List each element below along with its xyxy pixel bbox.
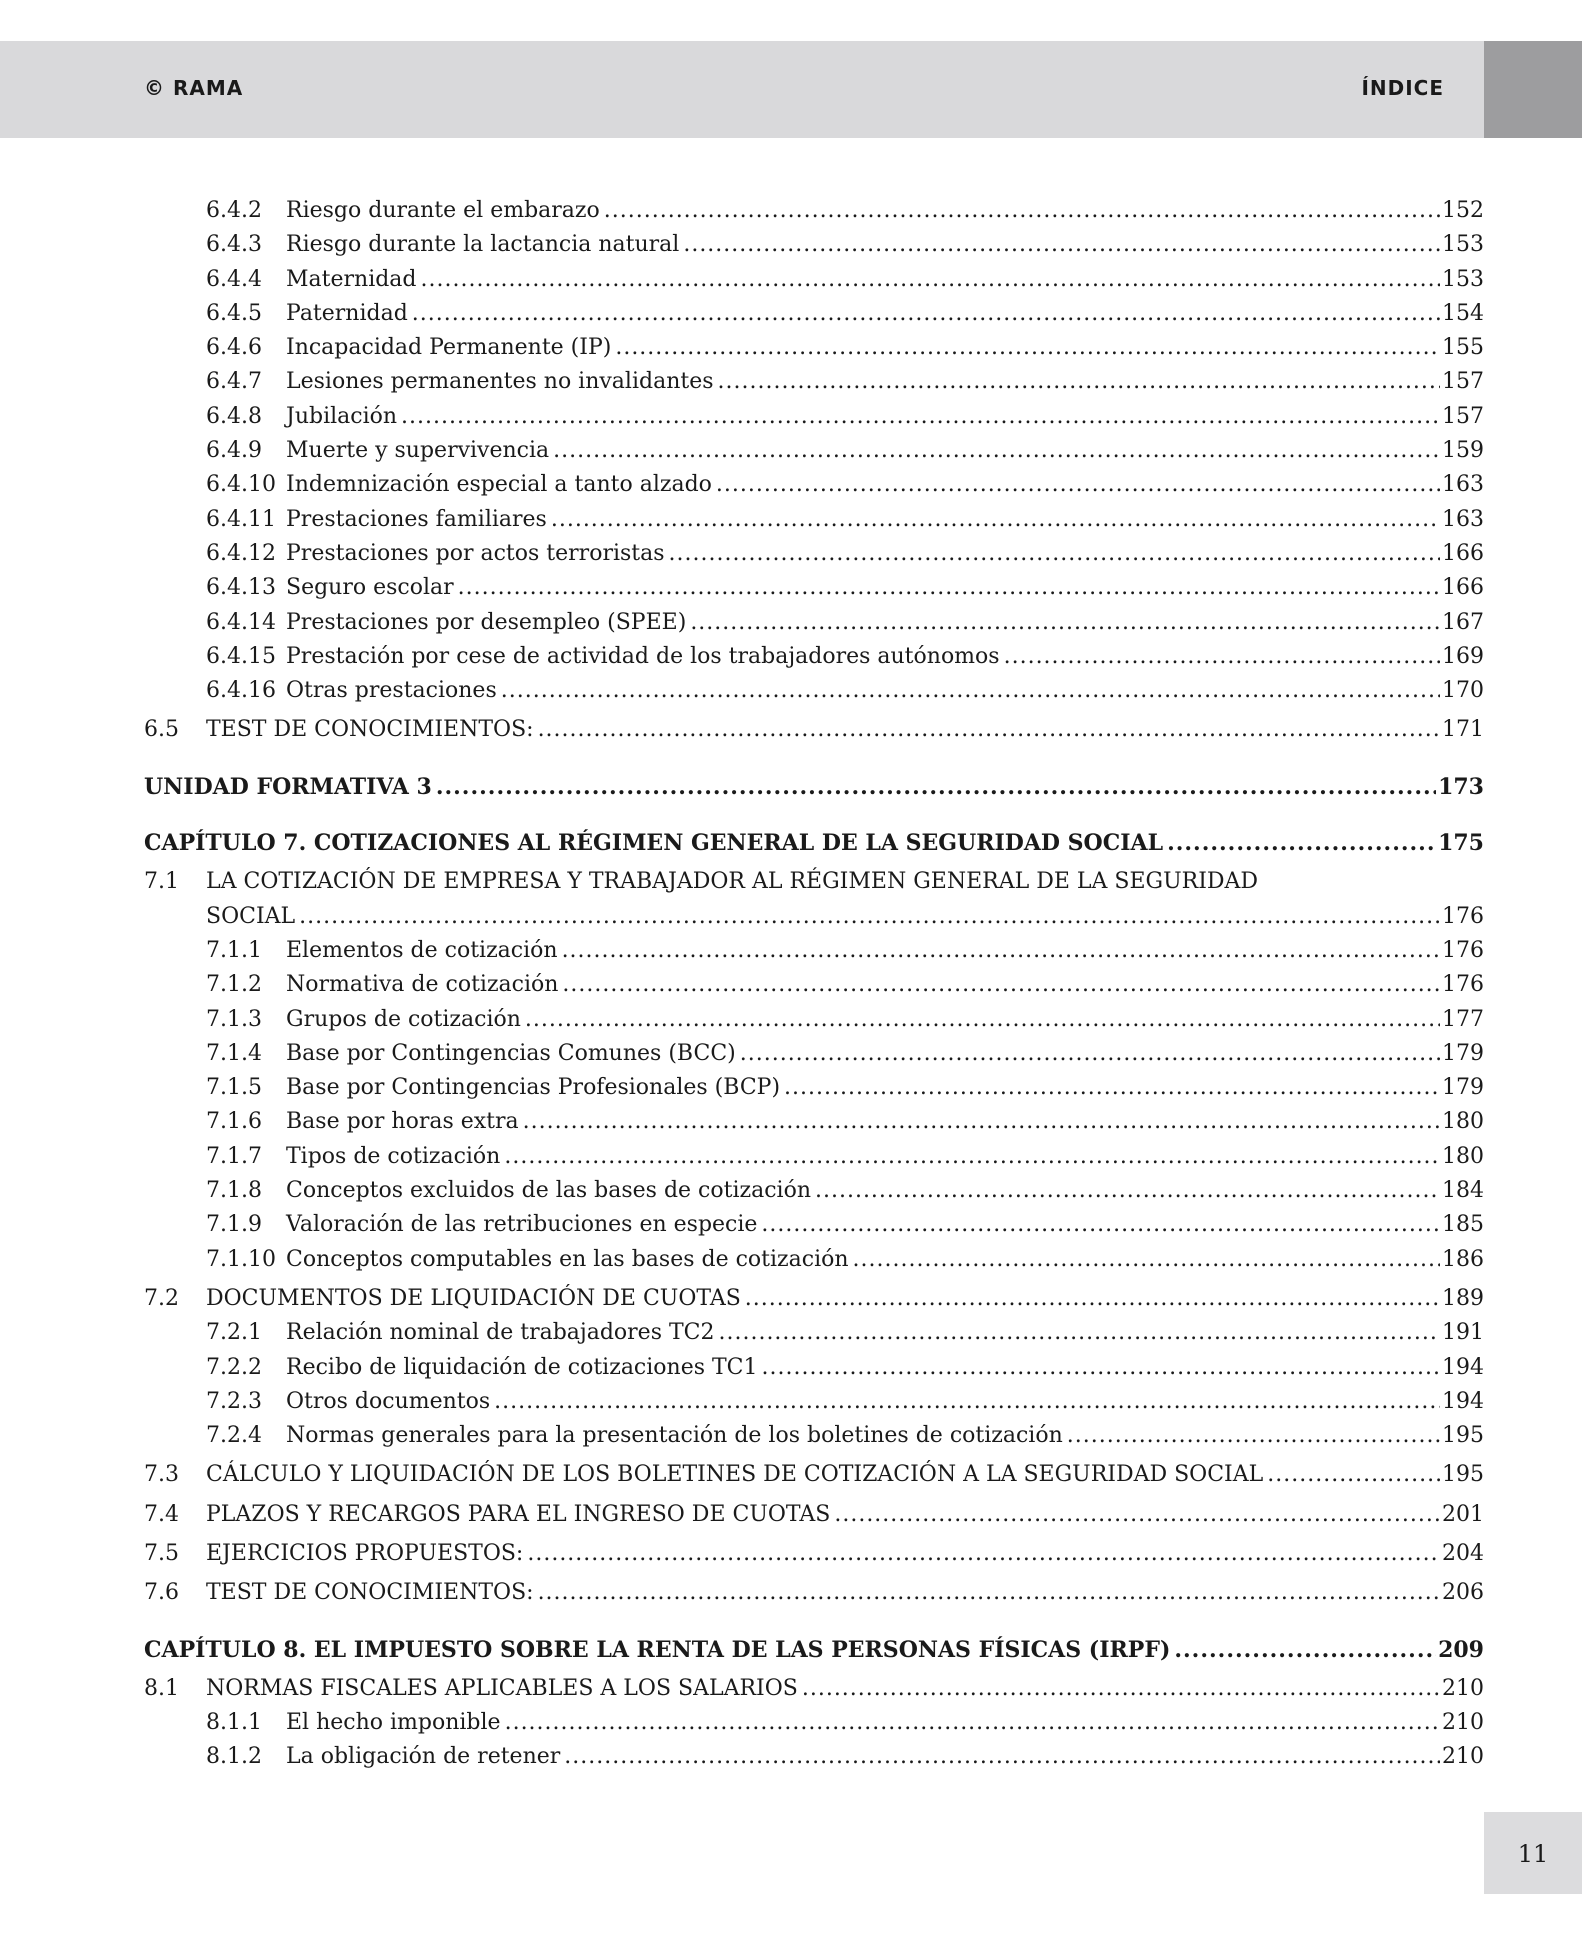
toc-leader (553, 434, 1440, 468)
toc-title: EJERCICIOS PROPUESTOS: (206, 1540, 524, 1566)
toc-entry[interactable] (144, 713, 1484, 747)
toc-page: 170 (1442, 678, 1484, 704)
toc-title: Riesgo durante el embarazo (286, 198, 600, 223)
toc-entry[interactable] (144, 1316, 1484, 1350)
toc-number: 6.5 (144, 717, 179, 743)
toc-title: TEST DE CONOCIMIENTOS: (206, 717, 534, 743)
toc-number: 7.1.1 (206, 937, 262, 963)
toc-number: 6.4.2 (206, 198, 262, 223)
toc-leader (745, 1282, 1440, 1316)
toc-page: 210 (1442, 1675, 1484, 1701)
toc-number: 7.2.4 (206, 1423, 262, 1449)
toc-page: 195 (1442, 1462, 1484, 1488)
toc-entry[interactable] (144, 1498, 1484, 1532)
toc-entry[interactable] (144, 1419, 1484, 1453)
toc-leader (1004, 640, 1440, 674)
toc-page: 166 (1442, 575, 1484, 601)
toc-entry-wrapped[interactable] (144, 865, 1484, 899)
toc-title: TEST DE CONOCIMIENTOS: (206, 1580, 534, 1606)
toc-title: El hecho imponible (286, 1710, 501, 1736)
publisher-label: © RAMA (144, 76, 244, 100)
toc-number: 7.1.8 (206, 1178, 262, 1204)
toc-entry[interactable] (144, 1105, 1484, 1139)
toc-leader (458, 571, 1440, 605)
toc-page: 210 (1442, 1710, 1484, 1736)
toc-entry[interactable] (144, 1174, 1484, 1208)
toc-leader (690, 606, 1440, 640)
toc-page: 173 (1438, 773, 1484, 800)
toc-number: 6.4.12 (206, 540, 276, 566)
toc-title: Tipos de cotización (286, 1143, 501, 1169)
toc-entry[interactable] (144, 606, 1484, 640)
toc-entry[interactable] (144, 640, 1484, 674)
toc-number: 7.3 (144, 1462, 179, 1488)
toc-entry[interactable] (144, 1071, 1484, 1105)
toc-title: Elementos de cotización (286, 937, 558, 963)
toc-page: 154 (1442, 300, 1484, 326)
toc-entry[interactable] (144, 968, 1484, 1002)
toc-number: 7.2 (144, 1285, 179, 1311)
toc-page: 159 (1442, 438, 1484, 464)
toc-title: Prestaciones por desempleo (SPEE) (286, 609, 687, 635)
toc-entry[interactable] (144, 263, 1484, 297)
toc-leader (527, 1537, 1440, 1571)
toc-leader (716, 468, 1440, 502)
toc-leader (505, 1706, 1440, 1740)
toc-number: 6.4.3 (206, 232, 262, 258)
toc-page: 191 (1442, 1320, 1484, 1346)
toc-number: 7.1 (144, 869, 179, 895)
toc-page: 155 (1442, 335, 1484, 361)
toc-entry[interactable] (144, 434, 1484, 468)
toc-entry[interactable] (144, 468, 1484, 502)
toc-entry[interactable] (144, 1243, 1484, 1277)
toc-leader (504, 1140, 1440, 1174)
toc-number: 7.1.3 (206, 1006, 262, 1032)
toc-entry[interactable] (144, 228, 1484, 262)
toc-leader (669, 537, 1440, 571)
toc-title: Conceptos excluidos de las bases de cotización (286, 1178, 811, 1204)
toc-number: 8.1 (144, 1675, 179, 1701)
toc-leader (562, 968, 1440, 1002)
toc-entry[interactable] (144, 1037, 1484, 1071)
toc-entry[interactable] (144, 503, 1484, 537)
toc-title: Grupos de cotización (286, 1006, 521, 1032)
toc-title: CAPÍTULO 7. COTIZACIONES AL RÉGIMEN GENERAL DE LA SEGURIDAD SOCIAL (144, 830, 1164, 857)
toc-entry[interactable] (144, 1672, 1484, 1706)
toc-leader (538, 713, 1440, 747)
section-title: ÍNDICE (1361, 76, 1444, 100)
toc-entry[interactable] (144, 194, 1484, 228)
toc-page: 152 (1442, 198, 1484, 223)
toc-title: Riesgo durante la lactancia natural (286, 232, 680, 258)
toc-leader (538, 1576, 1440, 1610)
toc-leader (401, 400, 1440, 434)
toc-number: 6.4.7 (206, 369, 262, 395)
toc-number: 7.4 (144, 1501, 179, 1527)
toc-page: 176 (1442, 972, 1484, 998)
toc-leader (299, 900, 1440, 934)
toc-title: Conceptos computables en las bases de cotización (286, 1246, 849, 1272)
toc-page: 171 (1442, 717, 1484, 743)
toc-leader (802, 1672, 1440, 1706)
toc-number: 7.1.6 (206, 1109, 262, 1135)
toc-page: 157 (1442, 369, 1484, 395)
toc-page: 195 (1442, 1423, 1484, 1449)
toc-entry[interactable] (144, 365, 1484, 399)
toc-number: 7.5 (144, 1540, 179, 1566)
toc-page: 175 (1438, 830, 1484, 857)
toc-page: 189 (1442, 1285, 1484, 1311)
toc-entry[interactable] (144, 934, 1484, 968)
toc-chapter-heading[interactable] (144, 1633, 1484, 1667)
toc-number: 6.4.11 (206, 506, 276, 532)
toc-number: 7.1.4 (206, 1040, 262, 1066)
toc-page: 194 (1442, 1354, 1484, 1380)
toc-title: Recibo de liquidación de cotizaciones TC1 (286, 1354, 758, 1380)
toc-leader (562, 934, 1440, 968)
toc-leader (551, 503, 1440, 537)
toc-number: 6.4.16 (206, 678, 276, 704)
toc-number: 6.4.6 (206, 335, 262, 361)
toc-entry[interactable] (144, 1208, 1484, 1242)
toc-leader (784, 1071, 1440, 1105)
toc-entry[interactable] (144, 331, 1484, 365)
toc-page: 169 (1442, 643, 1484, 669)
toc-number: 7.1.10 (206, 1246, 276, 1272)
toc-leader (604, 194, 1440, 228)
toc-leader (1174, 1633, 1436, 1667)
toc-page: 201 (1442, 1501, 1484, 1527)
toc-leader (1167, 826, 1436, 860)
toc-page: 176 (1442, 937, 1484, 963)
toc-number: 8.1.1 (206, 1710, 262, 1736)
toc-leader (718, 1316, 1440, 1350)
toc-number: 7.2.1 (206, 1320, 262, 1346)
toc-entry[interactable] (144, 1351, 1484, 1385)
toc-number: 7.6 (144, 1580, 179, 1606)
toc-leader (740, 1037, 1440, 1071)
toc-leader (1267, 1458, 1440, 1492)
toc-entry[interactable] (144, 537, 1484, 571)
toc-title: Base por Contingencias Profesionales (BCP) (286, 1075, 781, 1101)
toc-page: 206 (1442, 1580, 1484, 1606)
toc-page: 179 (1442, 1040, 1484, 1066)
toc-page: 153 (1442, 232, 1484, 258)
toc-leader (853, 1243, 1440, 1277)
toc-page: 185 (1442, 1212, 1484, 1238)
toc-page: 184 (1442, 1178, 1484, 1204)
toc-page: 163 (1442, 506, 1484, 532)
toc-title: CAPÍTULO 8. EL IMPUESTO SOBRE LA RENTA DE LAS PERSONAS FÍSICAS (IRPF) (144, 1636, 1171, 1663)
toc-leader (1067, 1419, 1440, 1453)
toc-entry[interactable] (144, 1282, 1484, 1316)
toc-entry[interactable] (144, 1706, 1484, 1740)
toc-page: 210 (1442, 1744, 1484, 1770)
toc-chapter-heading[interactable] (144, 826, 1484, 860)
toc-number: 6.4.5 (206, 300, 262, 326)
toc-page: 153 (1442, 266, 1484, 292)
toc-title: Muerte y supervivencia (286, 438, 550, 464)
toc-title: Otros documentos (286, 1388, 491, 1414)
toc-leader (683, 228, 1440, 262)
toc-entry[interactable] (144, 1003, 1484, 1037)
toc-entry[interactable] (144, 400, 1484, 434)
toc-entry[interactable] (144, 1385, 1484, 1419)
toc-title: CÁLCULO Y LIQUIDACIÓN DE LOS BOLETINES DE COTIZACIÓN A LA SEGURIDAD SOCIAL (206, 1462, 1264, 1488)
toc-entry[interactable] (144, 1740, 1484, 1774)
toc-title: Paternidad (286, 300, 408, 326)
toc-page: 194 (1442, 1388, 1484, 1414)
toc-leader (412, 297, 1440, 331)
toc-page: 204 (1442, 1540, 1484, 1566)
toc-leader (564, 1740, 1440, 1774)
toc-unit-heading[interactable] (144, 770, 1484, 804)
toc-leader (494, 1385, 1440, 1419)
toc-title: Prestación por cese de actividad de los trabajadores autónomos (286, 643, 1000, 669)
toc-number: 8.1.2 (206, 1744, 262, 1770)
toc-title: Lesiones permanentes no invalidantes (286, 369, 714, 395)
toc-title: Prestaciones familiares (286, 506, 547, 532)
toc-number: 7.1.9 (206, 1212, 262, 1238)
header-tab (1484, 41, 1582, 138)
toc-number: 6.4.14 (206, 609, 276, 635)
toc-number: 7.2.3 (206, 1388, 262, 1414)
toc-leader (761, 1208, 1440, 1242)
toc-leader (501, 674, 1440, 708)
toc-number: 6.4.9 (206, 438, 262, 464)
toc-number: 7.1.7 (206, 1143, 262, 1169)
toc-leader (762, 1351, 1440, 1385)
toc-leader (436, 770, 1436, 804)
toc-leader (523, 1105, 1440, 1139)
toc-number: 7.1.5 (206, 1075, 262, 1101)
toc-title: Base por horas extra (286, 1109, 519, 1135)
toc-title: NORMAS FISCALES APLICABLES A LOS SALARIOS (206, 1675, 798, 1701)
toc-leader (525, 1003, 1440, 1037)
table-of-contents (144, 194, 1484, 1775)
toc-page: 186 (1442, 1246, 1484, 1272)
toc-title: Otras prestaciones (286, 678, 497, 704)
toc-title: Normas generales para la presentación de los boletines de cotización (286, 1423, 1063, 1449)
toc-entry[interactable] (144, 571, 1484, 605)
toc-number: 7.1.2 (206, 972, 262, 998)
toc-page: 157 (1442, 403, 1484, 429)
toc-entry[interactable] (144, 1576, 1484, 1610)
toc-entry[interactable] (144, 297, 1484, 331)
page-number: 11 (1517, 1840, 1549, 1868)
toc-title-line1: LA COTIZACIÓN DE EMPRESA Y TRABAJADOR AL RÉGIMEN GENERAL DE LA SEGURIDAD (206, 869, 1259, 895)
toc-title: Incapacidad Permanente (IP) (286, 335, 612, 361)
toc-title: Indemnización especial a tanto alzado (286, 472, 712, 498)
toc-title: UNIDAD FORMATIVA 3 (144, 773, 432, 800)
toc-leader (815, 1174, 1440, 1208)
toc-title: PLAZOS Y RECARGOS PARA EL INGRESO DE CUOTAS (206, 1501, 831, 1527)
toc-page: 179 (1442, 1075, 1484, 1101)
toc-entry[interactable] (144, 1458, 1484, 1492)
toc-title: Prestaciones por actos terroristas (286, 540, 665, 566)
toc-title: Jubilación (286, 403, 398, 429)
toc-title: Base por Contingencias Comunes (BCC) (286, 1040, 736, 1066)
toc-entry[interactable] (144, 1537, 1484, 1571)
toc-number: 6.4.4 (206, 266, 262, 292)
toc-number: 7.2.2 (206, 1354, 262, 1380)
toc-page: 166 (1442, 540, 1484, 566)
toc-title: Maternidad (286, 266, 417, 292)
toc-number: 6.4.10 (206, 472, 276, 498)
toc-page: 209 (1438, 1636, 1484, 1663)
toc-leader (615, 331, 1440, 365)
toc-entry[interactable] (144, 674, 1484, 708)
toc-number: 6.4.8 (206, 403, 262, 429)
toc-page: 180 (1442, 1109, 1484, 1135)
toc-leader (421, 263, 1440, 297)
toc-title: Seguro escolar (286, 575, 454, 601)
toc-page: 177 (1442, 1006, 1484, 1032)
toc-title: Relación nominal de trabajadores TC2 (286, 1320, 715, 1346)
toc-page: 163 (1442, 472, 1484, 498)
toc-leader (834, 1498, 1440, 1532)
toc-title: Normativa de cotización (286, 972, 559, 998)
toc-title: DOCUMENTOS DE LIQUIDACIÓN DE CUOTAS (206, 1285, 741, 1311)
toc-page: 167 (1442, 609, 1484, 635)
toc-leader (718, 365, 1440, 399)
toc-title: Valoración de las retribuciones en especie (286, 1212, 758, 1238)
toc-page: 180 (1442, 1143, 1484, 1169)
toc-number: 6.4.15 (206, 643, 276, 669)
toc-page: 176 (1442, 903, 1484, 929)
toc-number: 6.4.13 (206, 575, 276, 601)
toc-title: La obligación de retener (286, 1744, 561, 1770)
toc-entry[interactable] (144, 1140, 1484, 1174)
toc-title-line2: SOCIAL (206, 903, 296, 929)
toc-entry-continuation[interactable] (144, 900, 1484, 934)
